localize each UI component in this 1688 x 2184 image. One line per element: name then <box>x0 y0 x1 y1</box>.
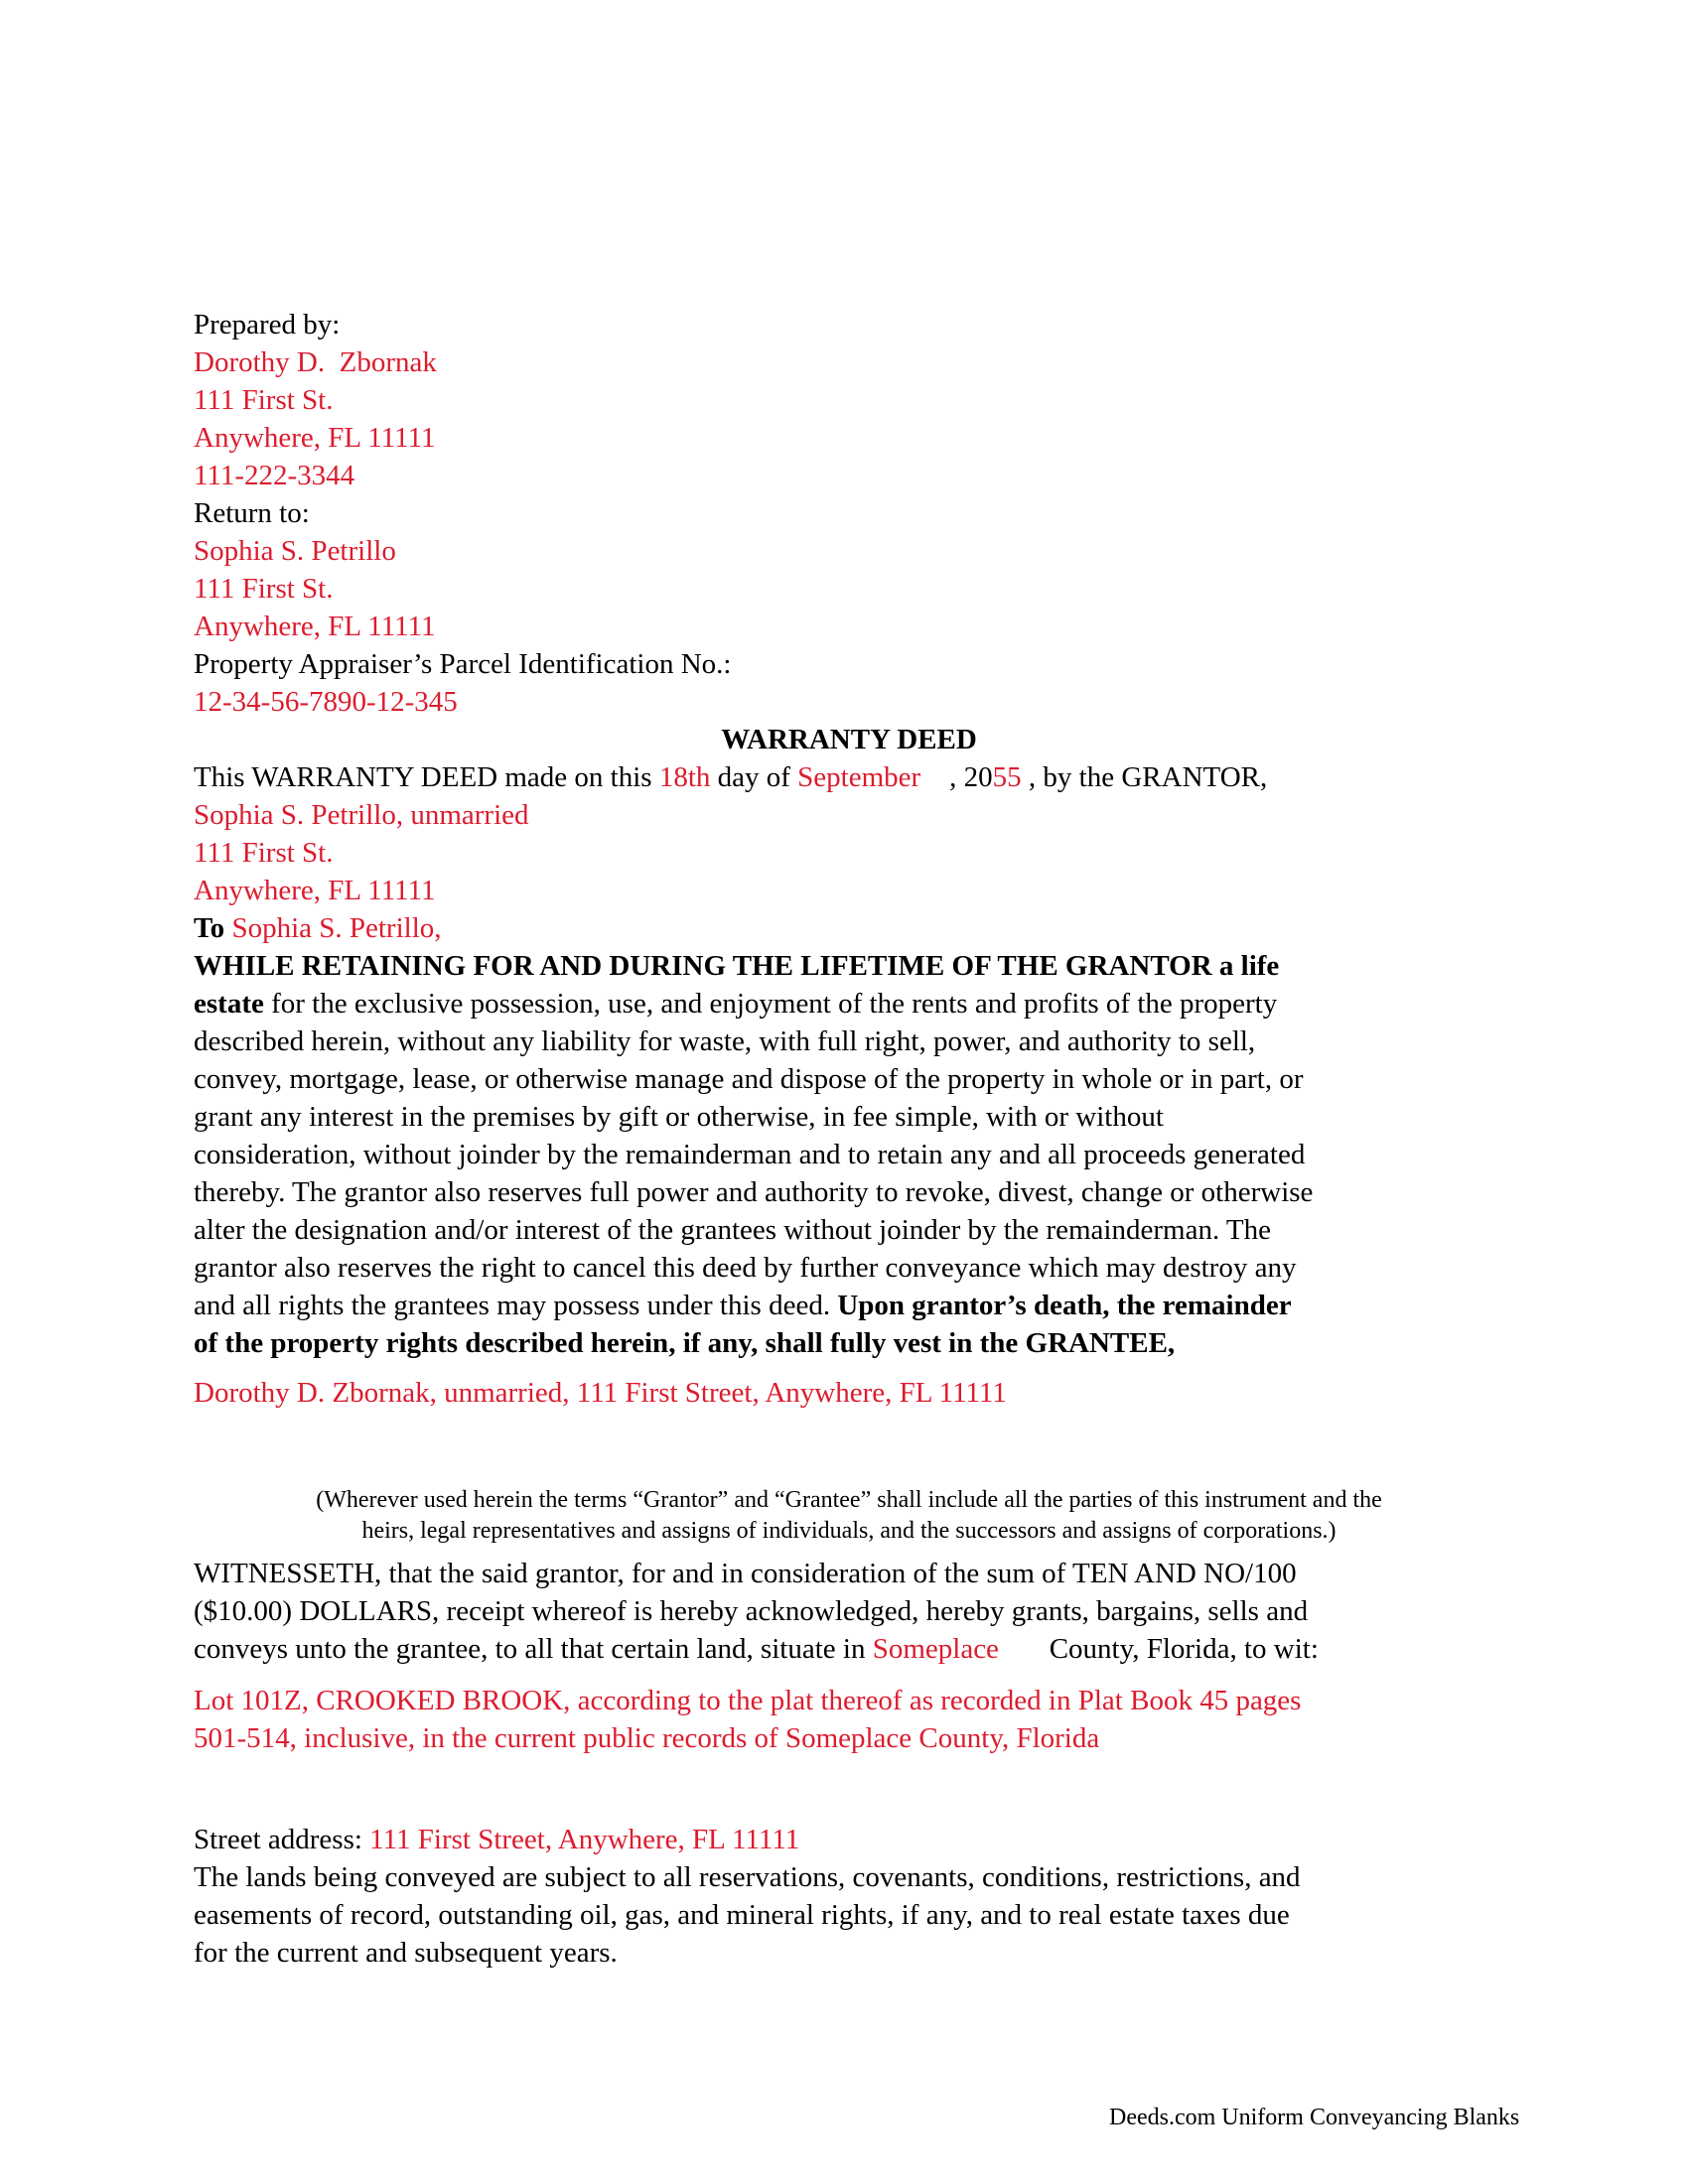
street-address-label: Street address: <box>194 1824 370 1855</box>
legal-description-line-1: Lot 101Z, CROOKED BROOK, according to the plat thereof as recorded in Plat Book 45 pages <box>194 1685 1302 1716</box>
opening-text-3: , 20 <box>920 761 993 793</box>
prepared-by-label: Prepared by: <box>194 309 341 341</box>
parcel-id-number: 12-34-56-7890-12-345 <box>194 686 458 718</box>
grantee-name-address: Dorothy D. Zbornak, unmarried, 111 First Street, Anywhere, FL 11111 <box>194 1377 1007 1409</box>
to-label: To <box>194 912 232 944</box>
definitions-note <box>194 1485 1504 1547</box>
opening-clause-line <box>194 758 1504 796</box>
return-city: Anywhere, FL 11111 <box>194 611 436 642</box>
opening-text-4: , by the GRANTOR, <box>1021 761 1268 793</box>
witnesseth-line-1: WITNESSETH, that the said grantor, for and in consideration of the sum of TEN AND NO/100 <box>194 1558 1297 1589</box>
subject-to-line-1: The lands being conveyed are subject to all reservations, covenants, conditions, restrictions, and <box>194 1861 1301 1893</box>
witnesseth-line-2: ($10.00) DOLLARS, receipt whereof is hereby acknowledged, hereby grants, bargains, sells and <box>194 1595 1309 1627</box>
grantee-to-name: Sophia S. Petrillo, <box>231 912 442 944</box>
witnesseth-line-3-text-b: County, Florida, to wit: <box>998 1633 1319 1665</box>
deed-body <box>194 306 1504 1972</box>
life-estate-line-1: WHILE RETAINING FOR AND DURING THE LIFETIME OF THE GRANTOR a life <box>194 950 1280 982</box>
preparer-phone: 111-222-3344 <box>194 460 355 491</box>
opening-text-2: day of <box>710 761 798 793</box>
deed-day-value: 18th <box>658 761 711 793</box>
witnesseth-line-3 <box>194 1630 1504 1668</box>
subject-to-line-3: for the current and subsequent years. <box>194 1937 618 1969</box>
life-estate-line-2 <box>194 985 1504 1023</box>
life-estate-line-4: convey, mortgage, lease, or otherwise manage and dispose of the property in whole or in part, or <box>194 1063 1304 1095</box>
grantor-name: Sophia S. Petrillo, unmarried <box>194 799 529 831</box>
preparer-city: Anywhere, FL 11111 <box>194 422 436 454</box>
witnesseth-clause <box>194 1555 1504 1668</box>
return-name: Sophia S. Petrillo <box>194 535 396 567</box>
opening-text-1: This WARRANTY DEED made on this <box>194 761 659 793</box>
grantor-street: 111 First St. <box>194 837 334 869</box>
parcel-id-label: Property Appraiser’s Parcel Identification No.: <box>194 648 732 680</box>
deed-year-value: 55 <box>992 761 1022 793</box>
life-estate-line-10-text: and all rights the grantees may possess under this deed. <box>194 1290 838 1321</box>
document-title: WARRANTY DEED <box>721 724 977 755</box>
form-source-footer: Deeds.com Uniform Conveyancing Blanks <box>1109 2105 1520 2130</box>
street-address-value: 111 First Street, Anywhere, FL 11111 <box>369 1824 800 1855</box>
definitions-line-2: heirs, legal representatives and assigns of individuals, and the successors and assigns of corporations.) <box>361 1518 1336 1544</box>
life-estate-line-9: grantor also reserves the right to cancel this deed by further conveyance which may destroy any <box>194 1252 1297 1284</box>
preparer-street: 111 First St. <box>194 384 334 416</box>
life-estate-line-7: thereby. The grantor also reserves full power and authority to revoke, divest, change or otherwise <box>194 1176 1314 1208</box>
county-value: Someplace <box>872 1633 999 1665</box>
legal-description-line-2: 501-514, inclusive, in the current public records of Someplace County, Florida <box>194 1722 1100 1754</box>
life-estate-line-5: grant any interest in the premises by gift or otherwise, in fee simple, with or without <box>194 1101 1164 1133</box>
definitions-line-1: (Wherever used herein the terms “Grantor” and “Grantee” shall include all the parties of this instrument and the <box>316 1487 1382 1513</box>
life-estate-line-10 <box>194 1287 1504 1324</box>
street-address-section <box>194 1821 1504 1972</box>
remainder-clause-bold-2: of the property rights described herein, if any, shall fully vest in the GRANTEE, <box>194 1327 1176 1359</box>
subject-to-line-2: easements of record, outstanding oil, gas, and mineral rights, if any, and to real estate taxes due <box>194 1899 1290 1931</box>
life-estate-line-2-text: for the exclusive possession, use, and enjoyment of the rents and profits of the property <box>263 988 1278 1020</box>
return-to-label: Return to: <box>194 497 310 529</box>
witnesseth-line-3-text-a: conveys unto the grantee, to all that certain land, situate in <box>194 1633 873 1665</box>
life-estate-line-6: consideration, without joinder by the remainderman and to retain any and all proceeds generated <box>194 1139 1306 1170</box>
to-line <box>194 909 1504 947</box>
life-estate-bold-estate: estate <box>194 988 264 1020</box>
return-street: 111 First St. <box>194 573 334 605</box>
life-estate-line-8: alter the designation and/or interest of the grantees without joinder by the remainderman. The <box>194 1214 1272 1246</box>
remainder-clause-bold-1: Upon grantor’s death, the remainder <box>837 1290 1292 1321</box>
deed-month-value: September <box>797 761 921 793</box>
grantor-city: Anywhere, FL 11111 <box>194 875 436 906</box>
street-address-line <box>194 1821 1504 1858</box>
preparer-name: Dorothy D. Zbornak <box>194 346 437 378</box>
legal-description <box>194 1682 1504 1757</box>
life-estate-line-3: described herein, without any liability for waste, with full right, power, and authority to sell, <box>194 1025 1256 1057</box>
